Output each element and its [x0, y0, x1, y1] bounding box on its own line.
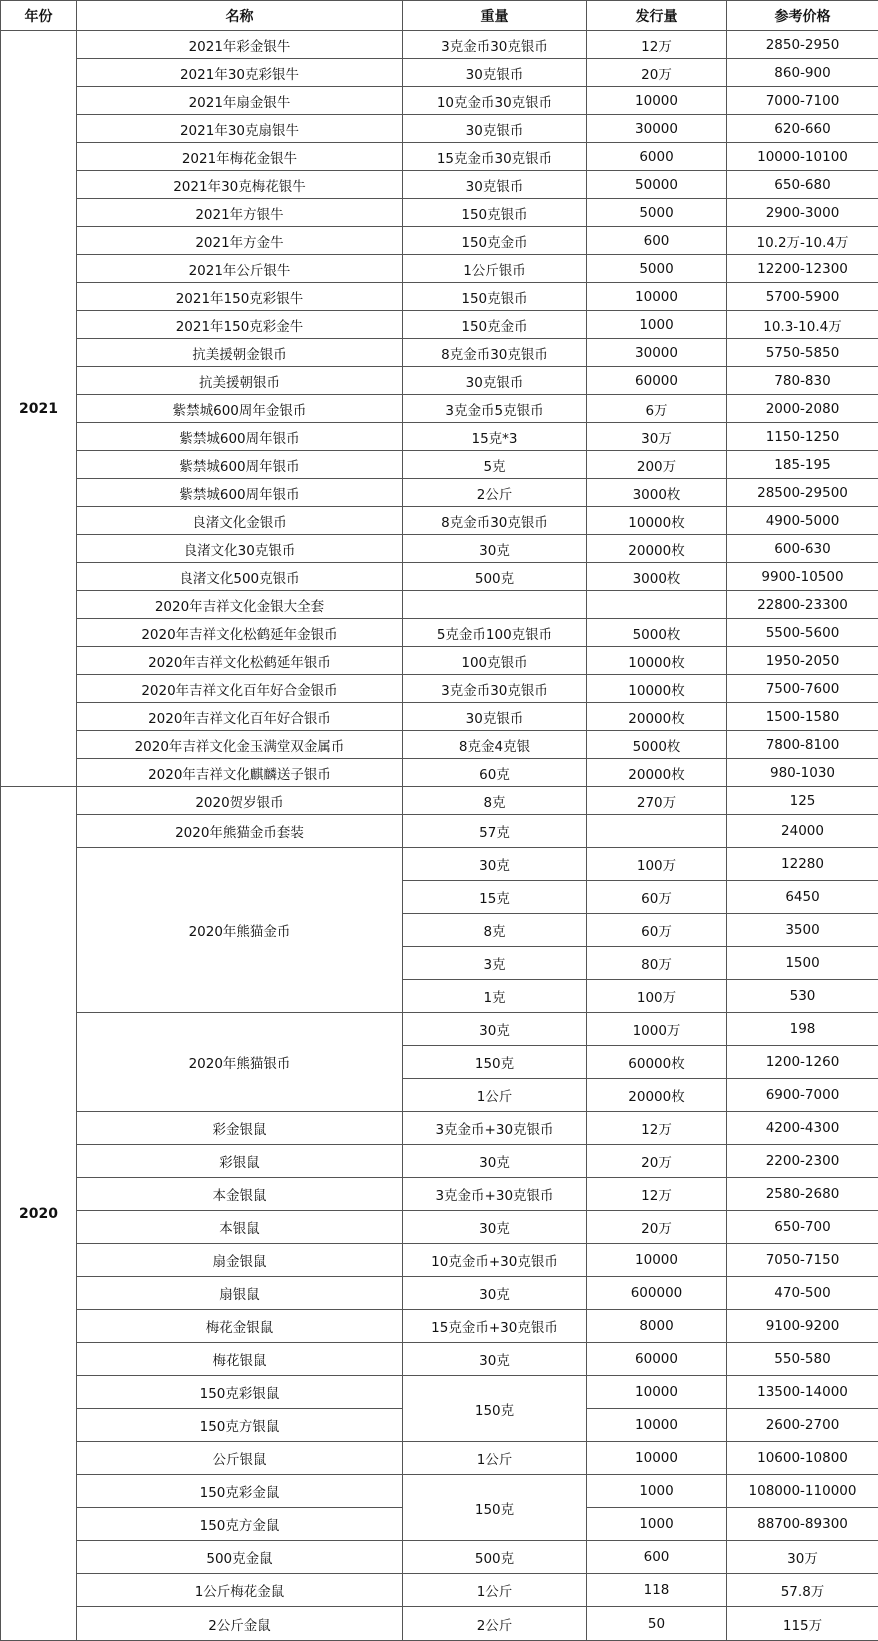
issue-cell: 5000枚 [587, 731, 727, 759]
table-row [1, 1376, 878, 1409]
issue-cell: 12万 [587, 31, 727, 59]
price-cell: 2200-2300 [727, 1145, 878, 1178]
price-cell: 1500-1580 [727, 703, 878, 731]
price-cell: 10.2万-10.4万 [727, 227, 878, 255]
price-cell: 7800-8100 [727, 731, 878, 759]
name-cell: 紫禁城600周年银币 [77, 423, 403, 451]
name-cell: 2021年扇金银牛 [77, 87, 403, 115]
price-cell: 9100-9200 [727, 1310, 878, 1343]
name-cell: 500克金鼠 [77, 1541, 403, 1574]
weight-cell: 15克金币30克银币 [403, 143, 587, 171]
weight-cell: 30克 [403, 1343, 587, 1376]
name-cell: 本银鼠 [77, 1211, 403, 1244]
issue-cell: 10000 [587, 1376, 727, 1409]
price-cell: 1500 [727, 947, 878, 980]
issue-cell: 8000 [587, 1310, 727, 1343]
price-cell: 530 [727, 980, 878, 1013]
issue-cell: 60000 [587, 367, 727, 395]
name-cell: 150克方银鼠 [77, 1409, 403, 1442]
weight-cell: 30克 [403, 535, 587, 563]
issue-cell: 10000枚 [587, 647, 727, 675]
weight-cell: 8克金币30克银币 [403, 507, 587, 535]
name-cell: 150克彩金鼠 [77, 1475, 403, 1508]
issue-cell: 30万 [587, 423, 727, 451]
price-cell: 198 [727, 1013, 878, 1046]
header-row [1, 1, 878, 31]
table-row [1, 31, 878, 59]
issue-cell: 30000 [587, 115, 727, 143]
weight-cell: 2公斤 [403, 1607, 587, 1641]
year-cell: 2021 [1, 31, 77, 787]
issue-cell: 12万 [587, 1178, 727, 1211]
name-cell: 紫禁城600周年银币 [77, 451, 403, 479]
issue-cell: 60万 [587, 914, 727, 947]
weight-cell: 30克银币 [403, 171, 587, 199]
name-cell: 2021年公斤银牛 [77, 255, 403, 283]
table-row [1, 1178, 878, 1211]
weight-cell: 10克金币30克银币 [403, 87, 587, 115]
table-row [1, 423, 878, 451]
header-year: 年份 [1, 1, 77, 31]
issue-cell: 10000枚 [587, 675, 727, 703]
name-cell: 2020年吉祥文化松鹤延年金银币 [77, 619, 403, 647]
issue-cell: 10000 [587, 283, 727, 311]
weight-cell: 30克 [403, 1145, 587, 1178]
issue-cell: 6万 [587, 395, 727, 423]
weight-cell: 8克 [403, 787, 587, 815]
table-row [1, 339, 878, 367]
issue-cell: 20万 [587, 59, 727, 87]
issue-cell: 60000枚 [587, 1046, 727, 1079]
issue-cell: 118 [587, 1574, 727, 1607]
table-row [1, 1211, 878, 1244]
price-cell: 650-700 [727, 1211, 878, 1244]
name-cell: 2020年吉祥文化金玉满堂双金属币 [77, 731, 403, 759]
table-row [1, 1244, 878, 1277]
issue-cell: 6000 [587, 143, 727, 171]
issue-cell: 80万 [587, 947, 727, 980]
issue-cell: 20万 [587, 1145, 727, 1178]
weight-cell: 1克 [403, 980, 587, 1013]
price-cell: 5750-5850 [727, 339, 878, 367]
table-row [1, 619, 878, 647]
weight-cell: 500克 [403, 563, 587, 591]
price-cell: 860-900 [727, 59, 878, 87]
issue-cell [587, 591, 727, 619]
table-row [1, 199, 878, 227]
weight-cell: 57克 [403, 815, 587, 848]
price-cell: 9900-10500 [727, 563, 878, 591]
table-row [1, 479, 878, 507]
weight-cell: 30克 [403, 1211, 587, 1244]
weight-cell: 1公斤银币 [403, 255, 587, 283]
table-row [1, 591, 878, 619]
weight-cell: 150克银币 [403, 283, 587, 311]
table-row [1, 563, 878, 591]
name-cell: 抗美援朝银币 [77, 367, 403, 395]
table-row [1, 1277, 878, 1310]
weight-cell: 150克 [403, 1475, 587, 1541]
table-row [1, 1442, 878, 1475]
issue-cell: 20000枚 [587, 759, 727, 787]
name-cell: 2公斤金鼠 [77, 1607, 403, 1641]
weight-cell: 2公斤 [403, 479, 587, 507]
name-cell: 2020年熊猫金币 [77, 848, 403, 1013]
weight-cell: 150克金币 [403, 311, 587, 339]
weight-cell [403, 591, 587, 619]
price-cell: 1950-2050 [727, 647, 878, 675]
table-row [1, 815, 878, 848]
issue-cell: 20万 [587, 1211, 727, 1244]
table-row [1, 1112, 878, 1145]
table-row [1, 647, 878, 675]
header-name: 名称 [77, 1, 403, 31]
price-cell: 6450 [727, 881, 878, 914]
name-cell: 2020贺岁银币 [77, 787, 403, 815]
issue-cell: 1000 [587, 1508, 727, 1541]
weight-cell: 30克 [403, 1013, 587, 1046]
price-cell: 12280 [727, 848, 878, 881]
name-cell: 2021年方银牛 [77, 199, 403, 227]
name-cell: 2020年吉祥文化麒麟送子银币 [77, 759, 403, 787]
table-body [1, 31, 878, 1641]
table-row [1, 451, 878, 479]
price-cell: 125 [727, 787, 878, 815]
table-row [1, 367, 878, 395]
weight-cell: 100克银币 [403, 647, 587, 675]
weight-cell: 1公斤 [403, 1442, 587, 1475]
price-cell: 5500-5600 [727, 619, 878, 647]
weight-cell: 30克 [403, 848, 587, 881]
weight-cell: 15克 [403, 881, 587, 914]
name-cell: 扇金银鼠 [77, 1244, 403, 1277]
issue-cell: 600000 [587, 1277, 727, 1310]
weight-cell: 8克 [403, 914, 587, 947]
table-row [1, 731, 878, 759]
issue-cell: 10000 [587, 1442, 727, 1475]
table-row [1, 171, 878, 199]
name-cell: 良渚文化500克银币 [77, 563, 403, 591]
weight-cell: 60克 [403, 759, 587, 787]
issue-cell: 60000 [587, 1343, 727, 1376]
issue-cell: 100万 [587, 848, 727, 881]
name-cell: 彩金银鼠 [77, 1112, 403, 1145]
table-row [1, 848, 878, 881]
header-issue: 发行量 [587, 1, 727, 31]
issue-cell: 1000 [587, 1475, 727, 1508]
name-cell: 2021年方金牛 [77, 227, 403, 255]
price-cell: 2580-2680 [727, 1178, 878, 1211]
table-row [1, 1343, 878, 1376]
weight-cell: 30克银币 [403, 59, 587, 87]
name-cell: 梅花银鼠 [77, 1343, 403, 1376]
price-cell: 3500 [727, 914, 878, 947]
price-cell: 7500-7600 [727, 675, 878, 703]
table-row [1, 675, 878, 703]
issue-cell: 20000枚 [587, 1079, 727, 1112]
table-row [1, 507, 878, 535]
price-cell: 28500-29500 [727, 479, 878, 507]
table-row [1, 115, 878, 143]
weight-cell: 30克银币 [403, 367, 587, 395]
name-cell: 2020年吉祥文化金银大全套 [77, 591, 403, 619]
name-cell: 1公斤梅花金鼠 [77, 1574, 403, 1607]
year-cell: 2020 [1, 787, 77, 1641]
name-cell: 良渚文化30克银币 [77, 535, 403, 563]
table-row [1, 59, 878, 87]
name-cell: 150克彩银鼠 [77, 1376, 403, 1409]
table-row [1, 395, 878, 423]
table-row [1, 283, 878, 311]
price-cell: 2000-2080 [727, 395, 878, 423]
name-cell: 2021年梅花金银牛 [77, 143, 403, 171]
name-cell: 2020年吉祥文化松鹤延年银币 [77, 647, 403, 675]
table-row [1, 143, 878, 171]
weight-cell: 5克 [403, 451, 587, 479]
table-row [1, 87, 878, 115]
weight-cell: 30克银币 [403, 115, 587, 143]
weight-cell: 8克金4克银 [403, 731, 587, 759]
name-cell: 2020年吉祥文化百年好合银币 [77, 703, 403, 731]
price-cell: 2600-2700 [727, 1409, 878, 1442]
name-cell: 梅花金银鼠 [77, 1310, 403, 1343]
issue-cell: 200万 [587, 451, 727, 479]
weight-cell: 150克银币 [403, 199, 587, 227]
issue-cell: 100万 [587, 980, 727, 1013]
price-cell: 7050-7150 [727, 1244, 878, 1277]
issue-cell: 5000 [587, 199, 727, 227]
issue-cell: 10000 [587, 87, 727, 115]
issue-cell: 50 [587, 1607, 727, 1641]
table-row [1, 255, 878, 283]
issue-cell: 10000枚 [587, 507, 727, 535]
weight-cell: 3克 [403, 947, 587, 980]
name-cell: 紫禁城600周年银币 [77, 479, 403, 507]
name-cell: 2020年吉祥文化百年好合金银币 [77, 675, 403, 703]
issue-cell: 10000 [587, 1409, 727, 1442]
issue-cell: 3000枚 [587, 563, 727, 591]
price-cell: 2900-3000 [727, 199, 878, 227]
weight-cell: 8克金币30克银币 [403, 339, 587, 367]
table-row [1, 1310, 878, 1343]
issue-cell: 1000万 [587, 1013, 727, 1046]
price-cell: 108000-110000 [727, 1475, 878, 1508]
price-cell: 13500-14000 [727, 1376, 878, 1409]
issue-cell: 5000枚 [587, 619, 727, 647]
table-row [1, 759, 878, 787]
name-cell: 良渚文化金银币 [77, 507, 403, 535]
price-cell: 7000-7100 [727, 87, 878, 115]
weight-cell: 1公斤 [403, 1574, 587, 1607]
issue-cell: 270万 [587, 787, 727, 815]
issue-cell: 20000枚 [587, 703, 727, 731]
name-cell: 紫禁城600周年金银币 [77, 395, 403, 423]
price-cell: 10.3-10.4万 [727, 311, 878, 339]
weight-cell: 15克*3 [403, 423, 587, 451]
price-cell: 24000 [727, 815, 878, 848]
name-cell: 2021年150克彩银牛 [77, 283, 403, 311]
price-cell: 1150-1250 [727, 423, 878, 451]
table-row [1, 535, 878, 563]
table-row [1, 1574, 878, 1607]
name-cell: 2021年150克彩金牛 [77, 311, 403, 339]
name-cell: 2020年熊猫银币 [77, 1013, 403, 1112]
name-cell: 本金银鼠 [77, 1178, 403, 1211]
price-cell: 2850-2950 [727, 31, 878, 59]
price-cell: 30万 [727, 1541, 878, 1574]
price-cell: 980-1030 [727, 759, 878, 787]
name-cell: 2021年30克梅花银牛 [77, 171, 403, 199]
weight-cell: 3克金币5克银币 [403, 395, 587, 423]
issue-cell: 50000 [587, 171, 727, 199]
name-cell: 抗美援朝金银币 [77, 339, 403, 367]
issue-cell: 20000枚 [587, 535, 727, 563]
price-cell: 185-195 [727, 451, 878, 479]
weight-cell: 3克金币30克银币 [403, 675, 587, 703]
header-weight: 重量 [403, 1, 587, 31]
weight-cell: 500克 [403, 1541, 587, 1574]
price-cell: 4900-5000 [727, 507, 878, 535]
price-cell: 600-630 [727, 535, 878, 563]
issue-cell: 12万 [587, 1112, 727, 1145]
table-row [1, 1145, 878, 1178]
weight-cell: 30克银币 [403, 703, 587, 731]
issue-cell: 60万 [587, 881, 727, 914]
name-cell: 2020年熊猫金币套装 [77, 815, 403, 848]
price-cell: 1200-1260 [727, 1046, 878, 1079]
weight-cell: 3克金币30克银币 [403, 31, 587, 59]
name-cell: 扇银鼠 [77, 1277, 403, 1310]
table-row [1, 703, 878, 731]
price-cell: 10000-10100 [727, 143, 878, 171]
weight-cell: 150克 [403, 1046, 587, 1079]
name-cell: 150克方金鼠 [77, 1508, 403, 1541]
price-cell: 12200-12300 [727, 255, 878, 283]
price-cell: 5700-5900 [727, 283, 878, 311]
weight-cell: 3克金币+30克银币 [403, 1112, 587, 1145]
issue-cell: 600 [587, 1541, 727, 1574]
price-cell: 620-660 [727, 115, 878, 143]
price-cell: 115万 [727, 1607, 878, 1641]
weight-cell: 1公斤 [403, 1079, 587, 1112]
price-cell: 57.8万 [727, 1574, 878, 1607]
issue-cell: 600 [587, 227, 727, 255]
table-row [1, 787, 878, 815]
issue-cell: 5000 [587, 255, 727, 283]
price-cell: 22800-23300 [727, 591, 878, 619]
price-cell: 550-580 [727, 1343, 878, 1376]
price-cell: 10600-10800 [727, 1442, 878, 1475]
table-row [1, 1013, 878, 1046]
header-price: 参考价格 [727, 1, 878, 31]
price-cell: 780-830 [727, 367, 878, 395]
price-cell: 470-500 [727, 1277, 878, 1310]
price-cell: 650-680 [727, 171, 878, 199]
issue-cell [587, 815, 727, 848]
weight-cell: 15克金币+30克银币 [403, 1310, 587, 1343]
name-cell: 公斤银鼠 [77, 1442, 403, 1475]
weight-cell: 150克 [403, 1376, 587, 1442]
table-row [1, 1607, 878, 1641]
table-row [1, 311, 878, 339]
issue-cell: 30000 [587, 339, 727, 367]
name-cell: 2021年30克彩银牛 [77, 59, 403, 87]
issue-cell: 1000 [587, 311, 727, 339]
weight-cell: 10克金币+30克银币 [403, 1244, 587, 1277]
name-cell: 2021年彩金银牛 [77, 31, 403, 59]
issue-cell: 3000枚 [587, 479, 727, 507]
weight-cell: 3克金币+30克银币 [403, 1178, 587, 1211]
price-cell: 6900-7000 [727, 1079, 878, 1112]
issue-cell: 10000 [587, 1244, 727, 1277]
name-cell: 彩银鼠 [77, 1145, 403, 1178]
price-cell: 4200-4300 [727, 1112, 878, 1145]
price-cell: 88700-89300 [727, 1508, 878, 1541]
name-cell: 2021年30克扇银牛 [77, 115, 403, 143]
weight-cell: 30克 [403, 1277, 587, 1310]
table-row [1, 1475, 878, 1508]
table-row [1, 227, 878, 255]
weight-cell: 5克金币100克银币 [403, 619, 587, 647]
weight-cell: 150克金币 [403, 227, 587, 255]
table-row [1, 1541, 878, 1574]
